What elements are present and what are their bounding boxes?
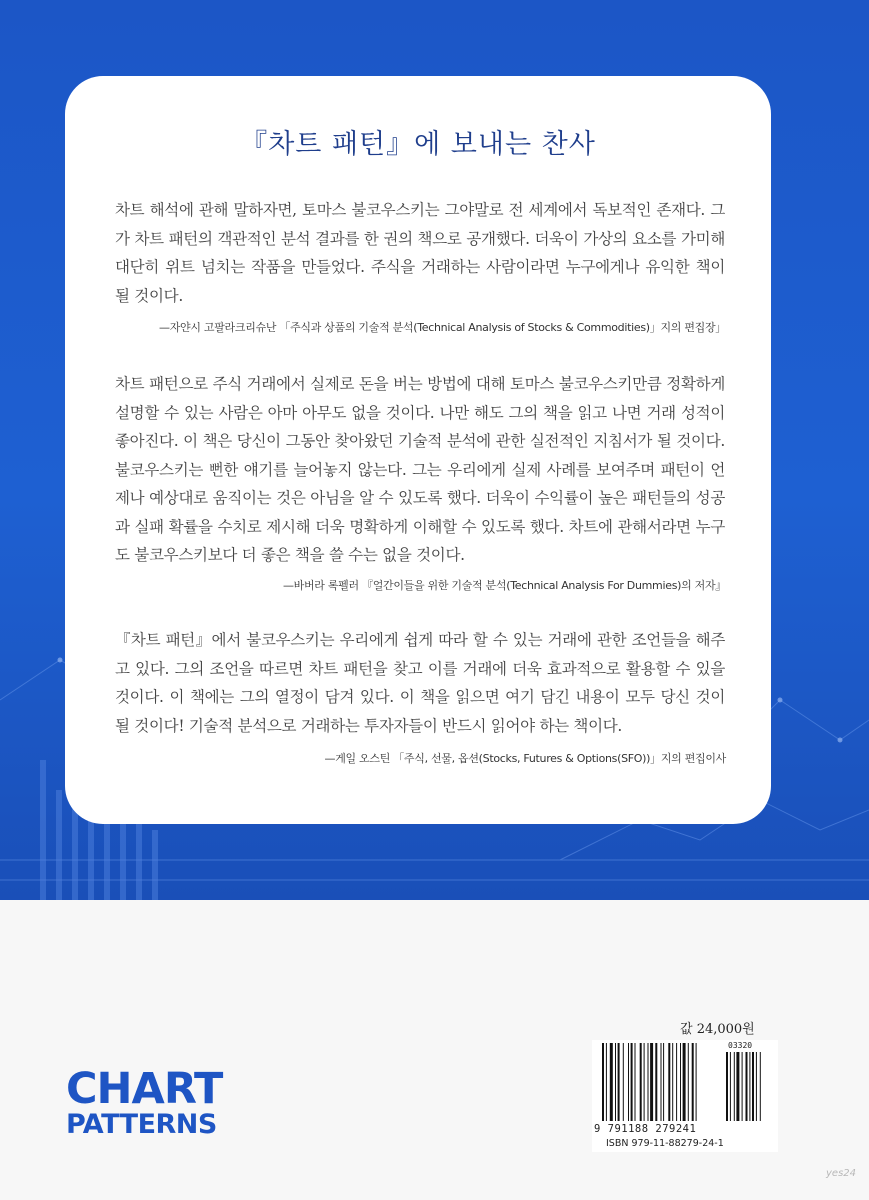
quote-source: —게일 오스틴 「주식, 선물, 옵션(Stocks, Futures & Options(SFO))」지의 편집이사: [324, 752, 726, 765]
barcode-addon-bar: [760, 1052, 761, 1121]
logo-line-chart: CHART: [66, 1064, 223, 1114]
barcode-bar: [663, 1043, 664, 1121]
barcode-addon-bar: [736, 1052, 739, 1121]
watermark: yes24: [826, 1168, 857, 1179]
chart-patterns-logo: [66, 1064, 223, 1140]
barcode-addon-bar: [752, 1052, 754, 1121]
barcode-bar: [668, 1043, 670, 1121]
quote-text: 차트 패턴으로 주식 거래에서 실제로 돈을 버는 방법에 대해 토마스 불코우스키만큼 정확하게 설명할 수 있는 사람은 아마 아무도 없을 것이다. 나만 해도 그의 책을 읽고 나면 거래 성적이 좋아진다. 이 책은 당신이 그동안 찾아왔던 기술적 분석에 관한 실전적인 지침서가 될 것이다. 불코우스키는 뻔한 얘기를 늘어놓지 않는다. 그는 우리에게 실제 사례를 보여주며 패턴이 언제나 예상대로 움직이는 것은 아님을 알 수 있도록 했다. 더욱이 수익률이 높은 패턴들의 성공과 실패 확률을 수치로 제시해 더욱 명확하게 이해할 수 있도록 했다. 차트에 관해서라면 누구도 불코우스키보다 더 좋은 책을 쓸 수는 없을 것이다.: [115, 375, 725, 564]
quote-text: 『차트 패턴』에서 불코우스키는 우리에게 쉽게 따라 할 수 있는 거래에 관한 조언들을 해주고 있다. 그의 조언을 따르면 차트 패턴을 찾고 이를 거래에 더욱 효과적으로 활용할 수 있을 것이다. 이 책에는 그의 열정이 담겨 있다. 이 책을 읽으면 여기 담긴 내용이 모두 당신 것이 될 것이다! 기술적 분석으로 거래하는 투자자들이 반드시 읽어야 하는 책이다.: [115, 631, 725, 735]
barcode-digits: 9 791188 279241: [594, 1123, 697, 1135]
barcode-bars: [592, 1040, 778, 1152]
barcode-bar: [692, 1043, 694, 1121]
barcode-bar: [644, 1043, 645, 1121]
barcode-addon-bar: [756, 1052, 757, 1121]
barcode-bar: [680, 1043, 681, 1121]
barcode-bar: [648, 1043, 649, 1121]
barcode-bar: [640, 1043, 642, 1121]
quote-source: —자얀시 고팔라크리슈난 「주식과 상품의 기술적 분석(Technical Analysis of Stocks & Commodities)」지의 편집장」: [159, 321, 726, 334]
barcode-bar: [696, 1043, 697, 1121]
addon-digits: 03320: [728, 1041, 753, 1050]
barcode-bar: [650, 1043, 653, 1121]
barcode-addon-bar: [734, 1052, 735, 1121]
quote-source: —바버라 록펠러 『얼간이들을 위한 기술적 분석(Technical Analysis For Dummies)의 저자』: [282, 579, 726, 592]
barcode-bar: [635, 1043, 636, 1121]
card-title: 『차트 패턴』에 보내는 찬사: [240, 129, 596, 160]
quote-text: 차트 해석에 관해 말하자면, 토마스 불코우스키는 그야말로 전 세계에서 독보적인 존재다. 그가 차트 패턴의 객관적인 분석 결과를 한 권의 책으로 공개했다. 더욱이 가상의 요소를 가미해 대단히 위트 넘치는 작품을 만들었다. 주식을 거래하는 사람이라면 누구에게나 유익한 책이 될 것이다.: [115, 201, 725, 305]
barcode-bar: [606, 1043, 607, 1121]
barcode-bar: [688, 1043, 689, 1121]
barcode-bar: [623, 1043, 624, 1121]
barcode-addon-bar: [726, 1052, 728, 1121]
barcode-bar: [618, 1043, 620, 1121]
logo-line-patterns: PATTERNS: [66, 1109, 217, 1140]
price-label: 값 24,000원: [680, 1022, 755, 1037]
barcode-bar: [615, 1043, 616, 1121]
barcode-addon-bar: [746, 1052, 748, 1121]
barcode-bar: [610, 1043, 613, 1121]
isbn-barcode: [592, 1040, 778, 1152]
barcode-addon-bar: [730, 1052, 731, 1121]
barcode-bar: [631, 1043, 633, 1121]
praise-card: [65, 76, 771, 824]
barcode-bar: [628, 1043, 629, 1121]
barcode-addon-bar: [749, 1052, 750, 1121]
isbn-text: ISBN 979-11-88279-24-1: [606, 1138, 724, 1149]
barcode-bar: [672, 1043, 673, 1121]
barcode-bar: [676, 1043, 677, 1121]
barcode-bar: [655, 1043, 657, 1121]
barcode-bar: [683, 1043, 686, 1121]
barcode-addon-bar: [742, 1052, 743, 1121]
barcode-bar: [661, 1043, 662, 1121]
barcode-bar: [602, 1043, 604, 1121]
